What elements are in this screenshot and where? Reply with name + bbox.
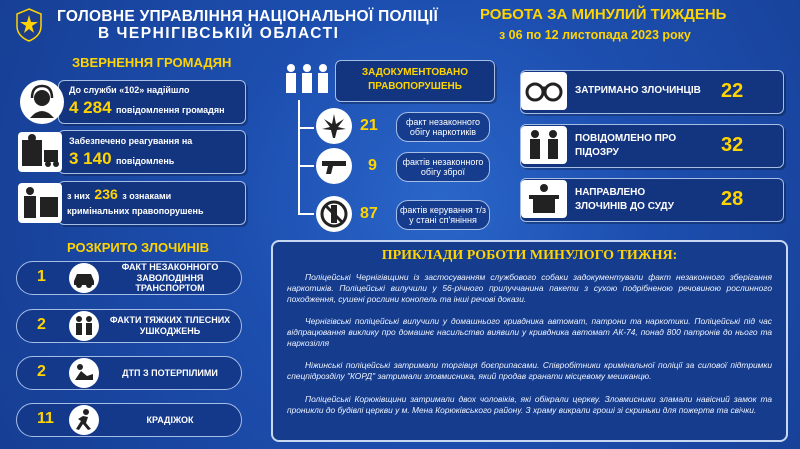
appeals-item2-number: 3 140 — [69, 149, 112, 168]
documented-0-box — [396, 112, 490, 142]
header-title-line2: В ЧЕРНІГІВСЬКІЙ ОБЛАСТІ — [98, 25, 340, 42]
examples-title: ПРИКЛАДИ РОБОТИ МИНУЛОГО ТИЖНЯ: — [381, 248, 678, 263]
result-0-label: ЗАТРИМАНО ЗЛОЧИНЦІВ — [575, 85, 701, 96]
solved-item-0-num: 1 — [37, 268, 46, 285]
no-alcohol-icon — [316, 196, 352, 232]
documented-1-num: 9 — [368, 157, 377, 174]
documented-0-num: 21 — [360, 117, 378, 134]
police-car-icon — [18, 132, 62, 172]
solved-item-2 — [16, 356, 242, 390]
documented-2-box — [396, 200, 490, 230]
police-emblem-icon — [14, 8, 44, 42]
solved-item-0-label: ФАКТ НЕЗАКОННОГО ЗАВОЛОДІННЯ ТРАНСПОРТОМ — [121, 261, 219, 294]
result-1-num: 32 — [721, 134, 744, 156]
documented-0-label: факт незаконного обігу наркотиків — [405, 116, 481, 137]
examples-paragraph-2: Ніжинські поліцейські затримали торгівця боєприпасами. Співробітники кримінальної поліції за силової підтримки спецпідрозділу "КОРД" затримали зловмисника, який продав гранати місцевому мешканцю. — [287, 360, 772, 382]
appeals-item2-text: Забезпечено реагування на — [69, 136, 193, 146]
appeals-item3-number: 236 — [94, 186, 118, 202]
solved-item-1-num: 2 — [37, 316, 46, 333]
handcuffs-icon — [521, 72, 567, 110]
tree-line-2 — [298, 213, 314, 215]
appeals-item3-prefix: з них — [67, 191, 90, 201]
documented-header — [335, 60, 495, 102]
appeals-item2-suffix: повідомлень — [116, 156, 175, 166]
solved-item-0 — [16, 261, 242, 295]
operator-icon — [20, 80, 64, 124]
solved-item-1 — [16, 309, 242, 343]
report-title: РОБОТА ЗА МИНУЛИЙ ТИЖДЕНЬ — [480, 6, 727, 23]
documented-1-box — [396, 152, 490, 182]
examples-paragraph-3: Поліцейські Корюківщини затримали двох чоловіків, які обікрали церкву. Зловмисники зламали навісний замок та проникли до будівлі церкви у м. Мена Корюківського району. З храму викрали гроші зі скриньки для пожертв та свічки. — [287, 394, 772, 416]
appeals-item3-line1 — [67, 186, 171, 204]
appeals-item1-suffix: повідомлення громадян — [116, 105, 225, 115]
solved-item-3-num: 11 — [37, 410, 54, 427]
solved-item-3-label: КРАДІЖОК — [146, 414, 194, 425]
officers-icon — [18, 183, 62, 223]
solved-item-2-label: ДТП З ПОТЕРПІЛИМИ — [122, 367, 218, 378]
solved-item-2-num: 2 — [37, 363, 46, 380]
result-2-num: 28 — [721, 188, 744, 210]
appeals-item3-text: з ознаками — [122, 191, 172, 201]
report-dates: з 06 по 12 листопада 2023 року — [499, 28, 691, 42]
police-officers-icon — [282, 60, 332, 100]
appeals-item1-text: До служби «102» надійшло — [69, 85, 190, 95]
examples-paragraph-0: Поліцейські Чернігівщини із застосуванням службового собаки задокументували факт незаконного зберігання наркотиків. Поліцейські вилучили у 56-річного прилуччанина пакети з сухою подрібненою речовиною рослинного походження, сушені рослини конопель та інші речові докази. — [287, 272, 772, 305]
appeals-item3-text2: кримінальних правопорушень — [67, 206, 204, 216]
header-title-line1: ГОЛОВНЕ УПРАВЛІННЯ НАЦІОНАЛЬНОЇ ПОЛІЦІЇ — [57, 8, 439, 25]
tree-line-0 — [298, 127, 314, 129]
fight-icon — [69, 311, 99, 341]
result-0-num: 22 — [721, 80, 744, 102]
appeals-item-102 — [58, 80, 246, 124]
appeals-item-response — [58, 130, 246, 174]
tree-line-1 — [298, 165, 314, 167]
appeals-item1-number: 4 284 — [69, 98, 112, 117]
suspect-icon — [521, 126, 567, 164]
documented-1-label: фактів незаконного обігу зброї — [402, 156, 484, 177]
cannabis-icon — [316, 108, 352, 144]
documented-2-label: фактів керування т/з у стані сп'яніння — [399, 204, 487, 225]
appeals-item1-value — [69, 98, 225, 118]
examples-panel — [271, 240, 788, 442]
documented-2-num: 87 — [360, 205, 378, 222]
car-icon — [69, 263, 99, 293]
accident-icon — [69, 358, 99, 388]
result-1-label: ПОВІДОМЛЕНО ПРО ПІДОЗРУ — [575, 133, 677, 158]
tree-line-vertical — [298, 100, 300, 215]
thief-icon — [69, 405, 99, 435]
examples-paragraph-1: Чернігівські поліцейські вилучили у домашнього кривдника автомат, патрони та наркотики. Поліцейські під час відпрацювання виклику про домашнє насильство виявили у кривдника автомат АК-74, понад 800 патронів до нього та наркозілля — [287, 316, 772, 349]
pistol-icon — [316, 148, 352, 184]
result-2-label: НАПРАВЛЕНО ЗЛОЧИНІВ ДО СУДУ — [575, 187, 674, 212]
appeals-item-criminal — [58, 181, 246, 225]
solved-title: РОЗКРИТО ЗЛОЧИНІВ — [67, 240, 209, 255]
solved-item-1-label: ФАКТИ ТЯЖКИХ ТІЛЕСНИХ УШКОДЖЕНЬ — [109, 315, 231, 336]
appeals-title: ЗВЕРНЕННЯ ГРОМАДЯН — [72, 55, 232, 70]
documented-title: ЗАДОКУМЕНТОВАНО ПРАВОПОРУШЕНЬ — [361, 67, 469, 92]
court-icon — [521, 180, 567, 218]
solved-item-3 — [16, 403, 242, 437]
appeals-item2-value — [69, 149, 174, 169]
